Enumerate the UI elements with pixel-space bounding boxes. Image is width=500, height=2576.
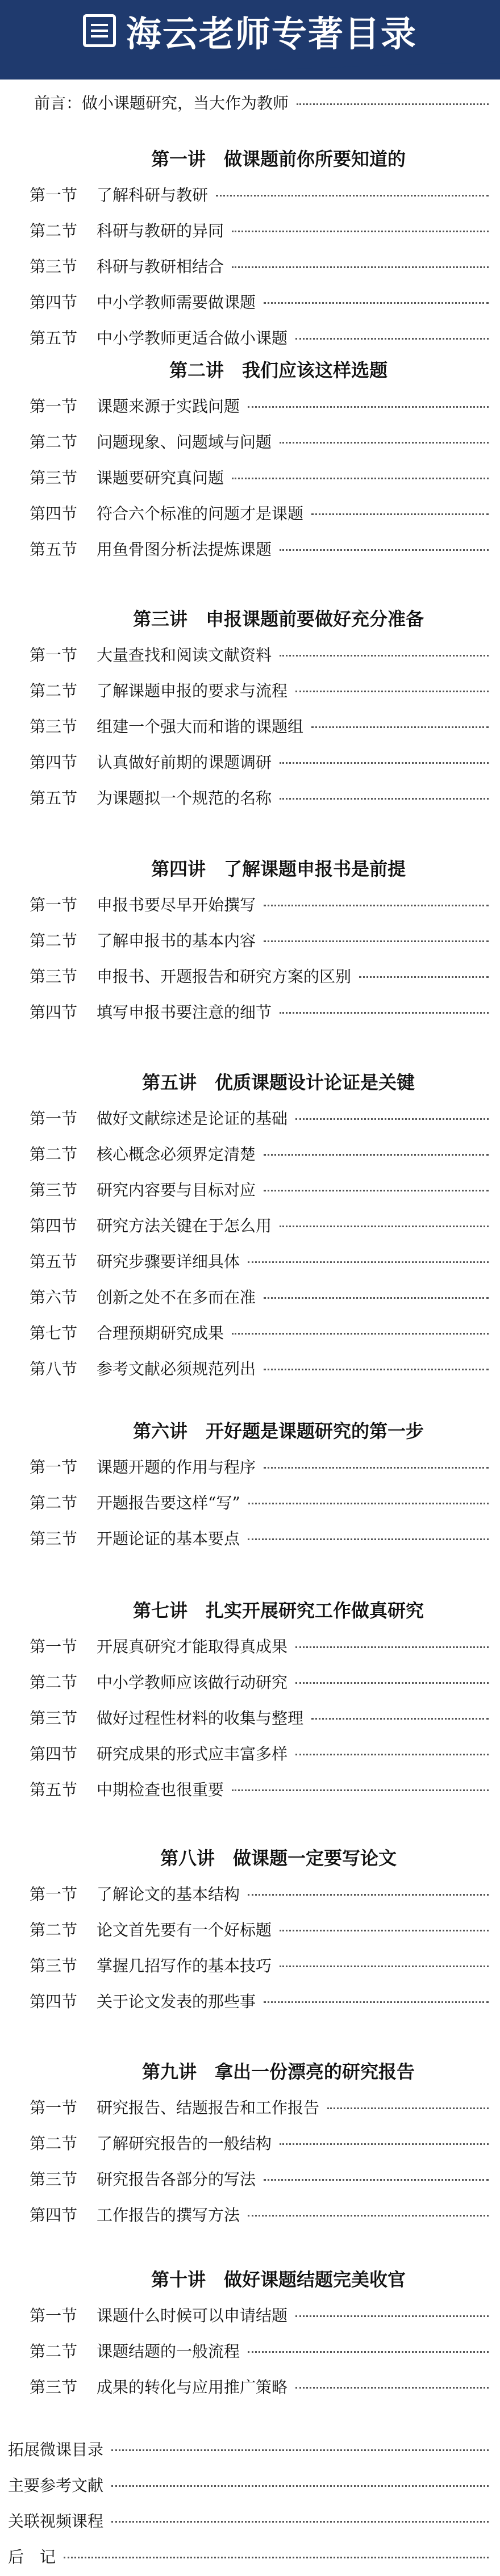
section-entry[interactable]: [0, 248, 500, 283]
section-number: 第三节: [30, 2377, 78, 2397]
section-title: 关于论文发表的那些事: [97, 1992, 256, 2011]
section-title: 为课题拟一个规范的名称: [97, 788, 272, 808]
dot-leader: [280, 762, 489, 764]
section-title: 中小学教师应该做行动研究: [97, 1672, 288, 1692]
dot-leader: [264, 1369, 489, 1370]
section-entry[interactable]: [0, 319, 500, 355]
chapter-block: [0, 850, 500, 1029]
section-entry[interactable]: [0, 2297, 500, 2332]
section-number: 第一节: [30, 2098, 78, 2117]
section-number: 第二节: [30, 2134, 78, 2153]
section-title: 申报书、开题报告和研究方案的区别: [97, 967, 352, 986]
header-banner: [0, 0, 500, 80]
dot-leader: [264, 2001, 489, 2003]
chapter-heading: 拿出一份漂亮的研究报告: [215, 2061, 415, 2082]
section-number: 第二节: [30, 221, 78, 240]
section-title: 课题结题的一般流程: [97, 2341, 240, 2361]
section-number: 第二节: [30, 1144, 78, 1164]
section-number: 第三节: [30, 967, 78, 986]
dot-leader: [111, 2521, 489, 2523]
chapter-heading: 做好课题结题完美收官: [224, 2269, 406, 2290]
dot-leader: [280, 1012, 489, 1014]
section-title: 研究内容要与目标对应: [97, 1180, 256, 1199]
section-entry[interactable]: [0, 495, 500, 530]
chapter-heading: 了解课题申报书是前提: [224, 858, 406, 880]
section-number: 第三节: [30, 257, 78, 276]
section-entry[interactable]: [0, 779, 500, 815]
chapter-title[interactable]: [0, 140, 500, 176]
section-entry[interactable]: [0, 1911, 500, 1947]
dot-leader: [264, 940, 489, 942]
section-number: 第二节: [30, 2341, 78, 2361]
chapter-heading: 扎实开展研究工作做真研究: [206, 1600, 424, 1621]
section-number: 第四节: [30, 1744, 78, 1763]
section-entry[interactable]: [0, 1663, 500, 1699]
section-title: 创新之处不在多而在准: [97, 1287, 256, 1307]
section-title: 开题论证的基本要点: [97, 1529, 240, 1548]
section-entry[interactable]: [0, 993, 500, 1029]
section-entry[interactable]: [0, 283, 500, 319]
section-title: 科研与教研相结合: [97, 257, 224, 276]
section-number: 第一节: [30, 895, 78, 914]
section-title: 研究步骤要详细具体: [97, 1252, 240, 1271]
section-title: 了解课题申报的要求与流程: [97, 681, 288, 700]
section-entry[interactable]: [0, 530, 500, 566]
dot-leader: [232, 1333, 489, 1335]
chapter-title[interactable]: [0, 1591, 500, 1628]
appendix-block: [0, 2431, 500, 2574]
dot-leader: [295, 2315, 489, 2317]
section-number: 第一节: [30, 645, 78, 664]
chapter-block: [0, 2052, 500, 2232]
dot-leader: [248, 2215, 489, 2217]
dot-leader: [295, 1118, 489, 1120]
dot-leader: [264, 1190, 489, 1191]
dot-leader: [232, 1789, 489, 1791]
dot-leader: [295, 691, 489, 692]
section-title: 认真做好前期的课题调研: [97, 752, 272, 772]
section-number: 第四节: [30, 752, 78, 772]
section-entry[interactable]: [0, 2368, 500, 2404]
section-number: 第一节: [30, 2306, 78, 2325]
chapter-number: 第三讲: [132, 608, 188, 630]
dot-leader: [64, 2557, 489, 2558]
dot-leader: [248, 2351, 489, 2353]
dot-leader: [264, 302, 489, 304]
chapter-block: [0, 351, 500, 566]
section-title: 中小学教师需要做课题: [97, 292, 256, 312]
dot-leader: [295, 338, 489, 340]
section-entry[interactable]: [0, 423, 500, 459]
chapter-number: 第二讲: [169, 359, 224, 381]
section-entry[interactable]: [0, 1314, 500, 1350]
dot-leader: [311, 726, 489, 728]
section-entry[interactable]: [0, 1171, 500, 1207]
section-title: 了解申报书的基本内容: [97, 931, 256, 950]
chapter-number: 第十讲: [151, 2269, 206, 2290]
header-tail: [0, 61, 500, 80]
section-entry[interactable]: [0, 2160, 500, 2196]
chapter-number: 第八讲: [160, 1847, 215, 1869]
chapter-number: 第一讲: [151, 148, 206, 170]
chapter-block: [0, 2260, 500, 2404]
page-title: 海云老师专著目录: [126, 12, 417, 55]
chapter-block: [0, 1063, 500, 1386]
dot-leader: [295, 1682, 489, 1684]
section-number: 第六节: [30, 1287, 78, 1307]
section-number: 第三节: [30, 1956, 78, 1975]
section-title: 课题开题的作用与程序: [97, 1457, 256, 1477]
section-number: 第二节: [30, 931, 78, 950]
section-entry[interactable]: [0, 387, 500, 423]
chapter-number: 第四讲: [151, 858, 206, 880]
section-title: 合理预期研究成果: [97, 1323, 224, 1343]
dot-leader: [280, 442, 489, 444]
section-entry[interactable]: [0, 1735, 500, 1771]
dot-leader: [264, 1297, 489, 1299]
section-number: 第一节: [30, 396, 78, 416]
section-entry[interactable]: [0, 1699, 500, 1735]
section-title: 工作报告的撰写方法: [97, 2205, 240, 2224]
section-entry[interactable]: [0, 2332, 500, 2368]
section-number: 第三节: [30, 1708, 78, 1728]
section-title: 研究成果的形式应丰富多样: [97, 1744, 288, 1763]
section-number: 第一节: [30, 185, 78, 204]
chapter-title[interactable]: [0, 600, 500, 636]
appendix-title: 后 记: [8, 2547, 56, 2566]
dot-leader: [311, 513, 489, 515]
section-number: 第五节: [30, 1252, 78, 1271]
chapter-heading: 优质课题设计论证是关键: [215, 1072, 415, 1093]
section-entry[interactable]: [0, 1520, 500, 1555]
chapter-title[interactable]: [0, 351, 500, 387]
chapter-title[interactable]: [0, 1063, 500, 1099]
section-entry[interactable]: [0, 1099, 500, 1135]
chapter-heading: 做课题前你所要知道的: [224, 148, 406, 170]
dot-leader: [295, 2387, 489, 2389]
section-number: 第三节: [30, 468, 78, 487]
section-number: 第二节: [30, 1493, 78, 1512]
appendix-entry[interactable]: [0, 2502, 500, 2538]
dot-leader: [248, 1261, 489, 1263]
section-entry[interactable]: [0, 1484, 500, 1520]
section-number: 第四节: [30, 1216, 78, 1235]
dot-leader: [264, 905, 489, 906]
section-title: 填写申报书要注意的细节: [97, 1002, 272, 1022]
dot-leader: [248, 1503, 489, 1504]
section-number: 第四节: [30, 504, 78, 523]
chapter-heading: 申报课题前要做好充分准备: [206, 608, 424, 630]
section-entry[interactable]: [0, 2089, 500, 2125]
section-title: 中期检查也很重要: [97, 1780, 224, 1799]
chapter-title[interactable]: [0, 2052, 500, 2089]
chapter-heading: 我们应该这样选题: [242, 359, 388, 381]
section-title: 成果的转化与应用推广策略: [97, 2377, 288, 2397]
appendix-entry[interactable]: [0, 2466, 500, 2502]
chapter-block: [0, 1412, 500, 1555]
section-number: 第一节: [30, 1637, 78, 1656]
dot-leader: [280, 549, 489, 551]
section-number: 第二节: [30, 681, 78, 700]
section-entry[interactable]: [0, 1350, 500, 1386]
section-entry[interactable]: [0, 1983, 500, 2018]
dot-leader: [327, 2107, 489, 2109]
section-entry[interactable]: [0, 1207, 500, 1243]
dot-leader: [280, 1930, 489, 1931]
section-title: 用鱼骨图分析法提炼课题: [97, 540, 272, 559]
section-number: 第三节: [30, 1529, 78, 1548]
section-number: 第七节: [30, 1323, 78, 1343]
section-title: 做好过程性材料的收集与整理: [97, 1708, 304, 1728]
section-number: 第四节: [30, 2205, 78, 2224]
section-number: 第一节: [30, 1884, 78, 1904]
dot-leader: [311, 1718, 489, 1720]
dot-leader: [280, 1966, 489, 1967]
dot-leader: [248, 1894, 489, 1896]
section-number: 第五节: [30, 788, 78, 808]
section-entry[interactable]: [0, 922, 500, 957]
chapter-block: [0, 600, 500, 815]
section-title: 论文首先要有一个好标题: [97, 1920, 272, 1939]
dot-leader: [111, 2485, 489, 2487]
section-title: 中小学教师更适合做小课题: [97, 328, 288, 348]
section-title: 课题要研究真问题: [97, 468, 224, 487]
section-number: 第八节: [30, 1359, 78, 1378]
appendix-title: 主要参考文献: [8, 2475, 104, 2495]
section-number: 第四节: [30, 292, 78, 312]
chapter-title[interactable]: [0, 1839, 500, 1875]
section-entry[interactable]: [0, 459, 500, 495]
section-entry[interactable]: [0, 2196, 500, 2232]
section-number: 第四节: [30, 1992, 78, 2011]
section-number: 第五节: [30, 1780, 78, 1799]
appendix-entry[interactable]: [0, 2431, 500, 2466]
dot-leader: [216, 195, 489, 196]
section-entry[interactable]: [0, 212, 500, 248]
chapter-title[interactable]: [0, 850, 500, 886]
dot-leader: [264, 2179, 489, 2181]
chapter-block: [0, 1839, 500, 2018]
section-entry[interactable]: [0, 2125, 500, 2160]
chapter-number: 第九讲: [141, 2061, 197, 2082]
section-entry[interactable]: [0, 636, 500, 672]
chapter-block: [0, 140, 500, 355]
chapter-title[interactable]: [0, 2260, 500, 2297]
chapter-title[interactable]: [0, 1412, 500, 1448]
chapter-heading: 做课题一定要写论文: [233, 1847, 397, 1869]
section-title: 符合六个标准的问题才是课题: [97, 504, 304, 523]
dot-leader: [280, 2143, 489, 2145]
section-entry[interactable]: [0, 672, 500, 708]
dot-leader: [232, 266, 489, 268]
appendix-title: 拓展微课目录: [8, 2440, 104, 2459]
section-entry[interactable]: [0, 1875, 500, 1911]
section-title: 参考文献必须规范列出: [97, 1359, 256, 1378]
section-title: 科研与教研的异同: [97, 221, 224, 240]
chapter-number: 第七讲: [132, 1600, 188, 1621]
appendix-title: 关联视频课程: [8, 2511, 104, 2531]
section-title: 大量查找和阅读文献资料: [97, 645, 272, 664]
dot-leader: [295, 1754, 489, 1755]
dot-leader: [232, 478, 489, 479]
dot-leader: [248, 1538, 489, 1540]
chapter-number: 第五讲: [141, 1072, 197, 1093]
section-entry[interactable]: [0, 1278, 500, 1314]
section-entry[interactable]: [0, 176, 500, 212]
section-title: 课题什么时候可以申请结题: [97, 2306, 288, 2325]
section-entry[interactable]: [0, 1628, 500, 1663]
section-title: 掌握几招写作的基本技巧: [97, 1956, 272, 1975]
dot-leader: [359, 976, 489, 978]
section-number: 第一节: [30, 1109, 78, 1128]
chapter-block: [0, 1591, 500, 1806]
section-entry[interactable]: [0, 1135, 500, 1171]
section-title: 核心概念必须界定清楚: [97, 1144, 256, 1164]
section-title: 课题来源于实践问题: [97, 396, 240, 416]
section-title: 研究报告、结题报告和工作报告: [97, 2098, 320, 2117]
section-title: 问题现象、问题域与问题: [97, 432, 272, 451]
section-number: 第一节: [30, 1457, 78, 1477]
section-entry[interactable]: [0, 1243, 500, 1278]
section-number: 第二节: [30, 1672, 78, 1692]
section-title: 做好文献综述是论证的基础: [97, 1109, 288, 1128]
section-number: 第二节: [30, 1920, 78, 1939]
dot-leader: [297, 103, 489, 105]
section-entry[interactable]: [0, 1771, 500, 1806]
section-number: 第二节: [30, 432, 78, 451]
chapter-heading: 开好题是课题研究的第一步: [206, 1420, 424, 1442]
section-title: 开展真研究才能取得真成果: [97, 1637, 288, 1656]
section-title: 了解论文的基本结构: [97, 1884, 240, 1904]
section-title: 研究报告各部分的写法: [97, 2169, 256, 2189]
section-title: 组建一个强大而和谐的课题组: [97, 717, 304, 736]
section-number: 第五节: [30, 328, 78, 348]
section-number: 第三节: [30, 1180, 78, 1199]
dot-leader: [264, 1154, 489, 1156]
section-title: 开题报告要这样“写”: [97, 1493, 240, 1512]
section-entry[interactable]: [0, 743, 500, 779]
dot-leader: [280, 1226, 489, 1227]
section-number: 第三节: [30, 2169, 78, 2189]
chapter-number: 第六讲: [132, 1420, 188, 1442]
section-number: 第四节: [30, 1002, 78, 1022]
preface-entry[interactable]: [34, 85, 489, 119]
section-title: 了解科研与教研: [97, 185, 209, 204]
section-number: 第五节: [30, 540, 78, 559]
dot-leader: [280, 655, 489, 656]
section-title: 研究方法关键在于怎么用: [97, 1216, 272, 1235]
section-entry[interactable]: [0, 1448, 500, 1484]
dot-leader: [264, 1467, 489, 1469]
section-entry[interactable]: [0, 1947, 500, 1983]
dot-leader: [295, 1646, 489, 1648]
menu-icon: [83, 14, 116, 47]
dot-leader: [111, 2449, 489, 2451]
dot-leader: [248, 406, 489, 408]
section-entry[interactable]: [0, 708, 500, 743]
section-entry[interactable]: [0, 886, 500, 922]
section-title: 了解研究报告的一般结构: [97, 2134, 272, 2153]
dot-leader: [232, 231, 489, 232]
section-title: 申报书要尽早开始撰写: [97, 895, 256, 914]
section-number: 第三节: [30, 717, 78, 736]
preface-label: 前言：做小课题研究，当大作为教师: [34, 94, 289, 112]
dot-leader: [280, 798, 489, 800]
appendix-entry[interactable]: [0, 2538, 500, 2574]
section-entry[interactable]: [0, 957, 500, 993]
